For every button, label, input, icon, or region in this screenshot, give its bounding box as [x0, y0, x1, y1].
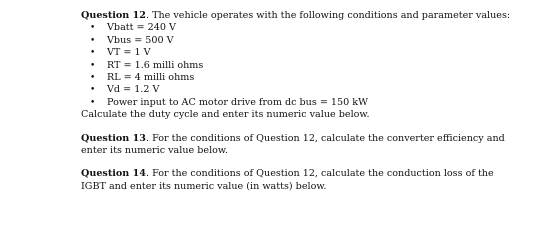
question-12-label: Question 12: [81, 10, 146, 21]
parameter-text: Vbus = 500 V: [107, 34, 174, 46]
question-13-label: Question 13: [81, 132, 146, 144]
bullet-icon: •: [90, 35, 96, 46]
parameter-item: [81, 84, 521, 96]
parameter-item: [81, 47, 521, 59]
bullet-icon: •: [90, 73, 96, 84]
bullet-icon: •: [90, 97, 96, 108]
question-14-label: Question 14: [81, 168, 146, 180]
parameter-item: [81, 72, 521, 84]
question-13-text-block: [81, 133, 521, 158]
question-12: [81, 10, 521, 122]
parameter-text: Vbatt = 240 V: [107, 22, 176, 34]
question-14-text-block: [81, 168, 521, 193]
parameter-item: [81, 22, 521, 34]
question-12-intro-text: . The vehicle operates with the following conditions and parameter values:: [145, 10, 511, 21]
question-12-intro: [81, 10, 521, 22]
parameter-item: [81, 60, 521, 72]
parameter-item: [81, 35, 521, 47]
question-13: [81, 133, 521, 158]
parameter-text: VT = 1 V: [107, 47, 151, 59]
parameter-text: RL = 4 milli ohms: [107, 72, 195, 84]
bullet-icon: •: [90, 23, 96, 34]
parameter-item: [81, 97, 521, 109]
bullet-icon: •: [90, 48, 96, 59]
parameter-text: Vd = 1.2 V: [107, 84, 160, 96]
parameter-text: Power input to AC motor drive from dc bus = 150 kW: [107, 96, 368, 108]
bullet-icon: •: [90, 60, 96, 71]
question-14: [81, 168, 521, 193]
bullet-icon: •: [90, 85, 96, 96]
question-13-text: . For the conditions of Question 12, calculate the converter efficiency and enter its numeric value below.: [81, 132, 505, 157]
parameter-list: [81, 22, 521, 109]
document-page: [81, 10, 521, 193]
question-12-instruction: Calculate the duty cycle and enter its numeric value below.: [81, 109, 370, 121]
question-14-text: . For the conditions of Question 12, calculate the conduction loss of the IGBT and enter its numeric value (in watts) below.: [81, 168, 494, 192]
parameter-text: RT = 1.6 milli ohms: [107, 59, 204, 71]
